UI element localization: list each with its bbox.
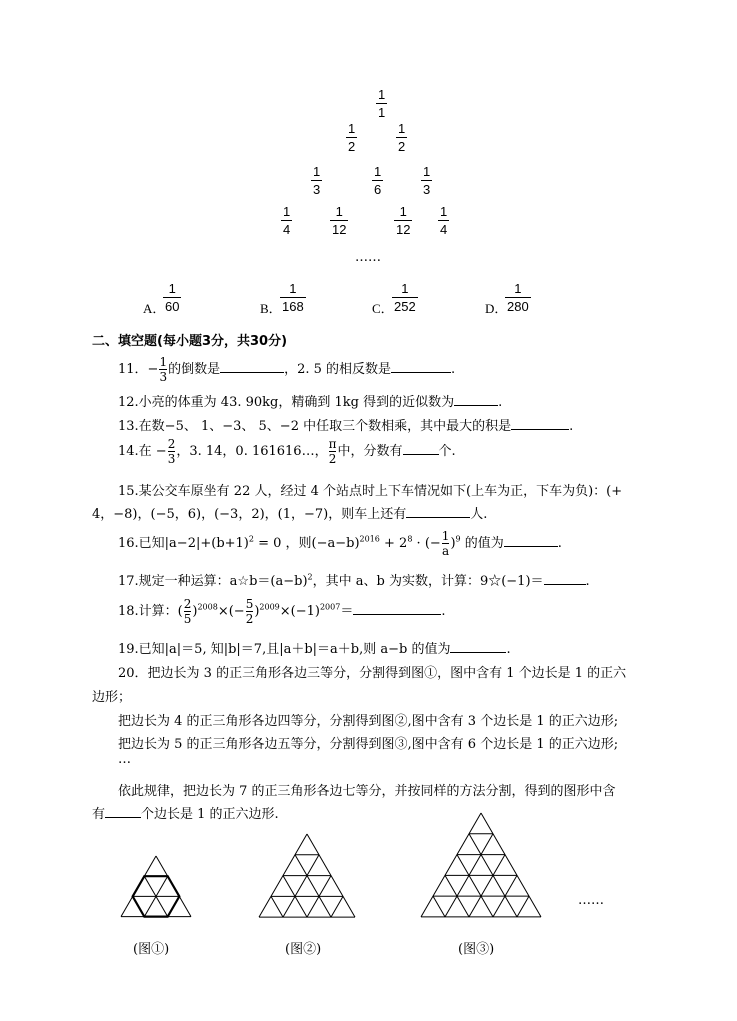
question-14: 14.在 − $\frac{2}{3}$ ，3. 14，0. 161616…， $\frac{\pi}{2}$ 中，分数有 个. — [118, 437, 456, 466]
answer-blank[interactable] — [353, 602, 441, 615]
choice-label: B． — [260, 301, 282, 316]
triangle-fraction: 1 1 — [378, 87, 386, 120]
answer-blank[interactable] — [511, 417, 569, 430]
grid-line — [283, 855, 319, 917]
answer-blank[interactable] — [105, 805, 141, 818]
question-15-line2: 4，−8)，(−5，6)，(−3，2)，(1，−7)，则车上还有 人. — [92, 507, 488, 522]
question-16: 16.已知$|a-2|+(b+1)^2 = 0$ ，则$(-a-b)^{2016} + 2^8$ · (− $\frac{1}{a}$ )$^9$ 的值为 . — [118, 529, 562, 558]
question-20-line6: 依此规律，把边长为 7 的正三角形各边七等分，并按同样的方法分割，得到的图形中含 — [118, 784, 616, 799]
triangle-fraction: 1 4 — [440, 204, 448, 237]
figure-caption-3: (图③) — [458, 942, 495, 957]
answer-blank[interactable] — [391, 360, 451, 373]
triangle-fraction: 1 12 — [396, 204, 411, 237]
question-17: 17.规定一种运算：$a☆b=(a-b)^2$，其中 a、b 为实数，计算：9☆(−1)＝ . — [118, 572, 590, 589]
grid-line — [433, 896, 445, 917]
choice-fraction: 1 252 — [394, 281, 416, 314]
answer-blank[interactable] — [454, 393, 498, 406]
question-20-line1: 20．把边长为 3 的正三角形各边三等分，分割得到图①，图中含有 1 个边长是 1 的正六 — [118, 666, 627, 681]
grid-line — [421, 813, 481, 917]
triangle-fraction: 1 3 — [313, 164, 321, 197]
triangle-figure-2 — [258, 833, 356, 923]
question-20-line3: 把边长为 4 的正三角形各边四等分，分割得到图②,图中含有 3 个边长是 1 的正六边形; — [118, 714, 619, 729]
grid-line — [481, 813, 541, 917]
triangle-fraction: 1 2 — [348, 121, 356, 154]
triangle-fraction: 1 4 — [283, 204, 291, 237]
choice-fraction: 1 280 — [507, 281, 529, 314]
choice-label: D． — [485, 301, 508, 316]
choice-label: A． — [143, 301, 166, 316]
section-heading: 二、填空题(每小题3分，共30分) — [92, 334, 288, 349]
answer-blank[interactable] — [544, 572, 586, 585]
answer-blank[interactable] — [504, 534, 558, 547]
answer-blank[interactable] — [450, 640, 506, 653]
grid-line — [295, 855, 331, 917]
triangle-figure-3 — [420, 812, 542, 923]
question-20-line4: 把边长为 5 的正三角形各边五等分，分割得到图③,图中含有 6 个边长是 1 的正六边形; — [118, 737, 619, 752]
grid-line — [331, 896, 343, 917]
question-20-line5: … — [118, 752, 131, 767]
question-13: 13.在数−5、 1、−3、 5、−2 中任取三个数相乘，其中最大的积是 . — [118, 419, 574, 434]
grid-line — [457, 855, 493, 917]
question-15-line1: 15.某公交车原坐有 22 人，经过 4 个站点时上下车情况如下(上车为正，下车为负)：(+ — [118, 484, 623, 499]
question-20-line2: 边形； — [92, 690, 132, 705]
question-18: 18.计算：( $\frac{2}{5}$ )$^{2008}$×(− $\frac{5}{2}$ )$^{2009}\times(-1)^{2007}=$ . — [118, 597, 446, 626]
question-11: 11．− $\frac{1}{3}$ 的倒数是 ，2. 5 的相反数是 . — [118, 355, 456, 384]
grid-line — [517, 896, 529, 917]
answer-blank[interactable] — [220, 360, 284, 373]
triangle-fraction: 1 2 — [398, 121, 406, 154]
choice-label: C． — [372, 301, 394, 316]
grid-line — [271, 896, 283, 917]
triangle-fraction: 1 12 — [332, 204, 347, 237]
grid-line — [469, 855, 505, 917]
figure-caption-1: (图①) — [133, 942, 170, 957]
answer-blank[interactable] — [403, 442, 439, 455]
figure-ellipsis: …… — [578, 893, 604, 908]
figure-caption-2: (图②) — [285, 942, 322, 957]
question-20-line7: 有 个边长是 1 的正六边形. — [92, 807, 279, 822]
choice-fraction: 1 60 — [165, 281, 180, 314]
triangle-fraction: 1 6 — [374, 164, 382, 197]
triangle-ellipsis: …… — [355, 250, 381, 265]
question-12: 12.小亮的体重为 43. 90kg，精确到 1kg 得到的近似数为 . — [118, 395, 503, 410]
triangle-figure-1 — [120, 855, 192, 923]
answer-blank[interactable] — [406, 505, 470, 518]
question-19: 19.已知|a|＝5, 知|b|＝7,且|a＋b|＝a＋b,则 a−b 的值为 . — [118, 642, 511, 657]
triangle-fraction: 1 3 — [423, 164, 431, 197]
choice-fraction: 1 168 — [282, 281, 304, 314]
